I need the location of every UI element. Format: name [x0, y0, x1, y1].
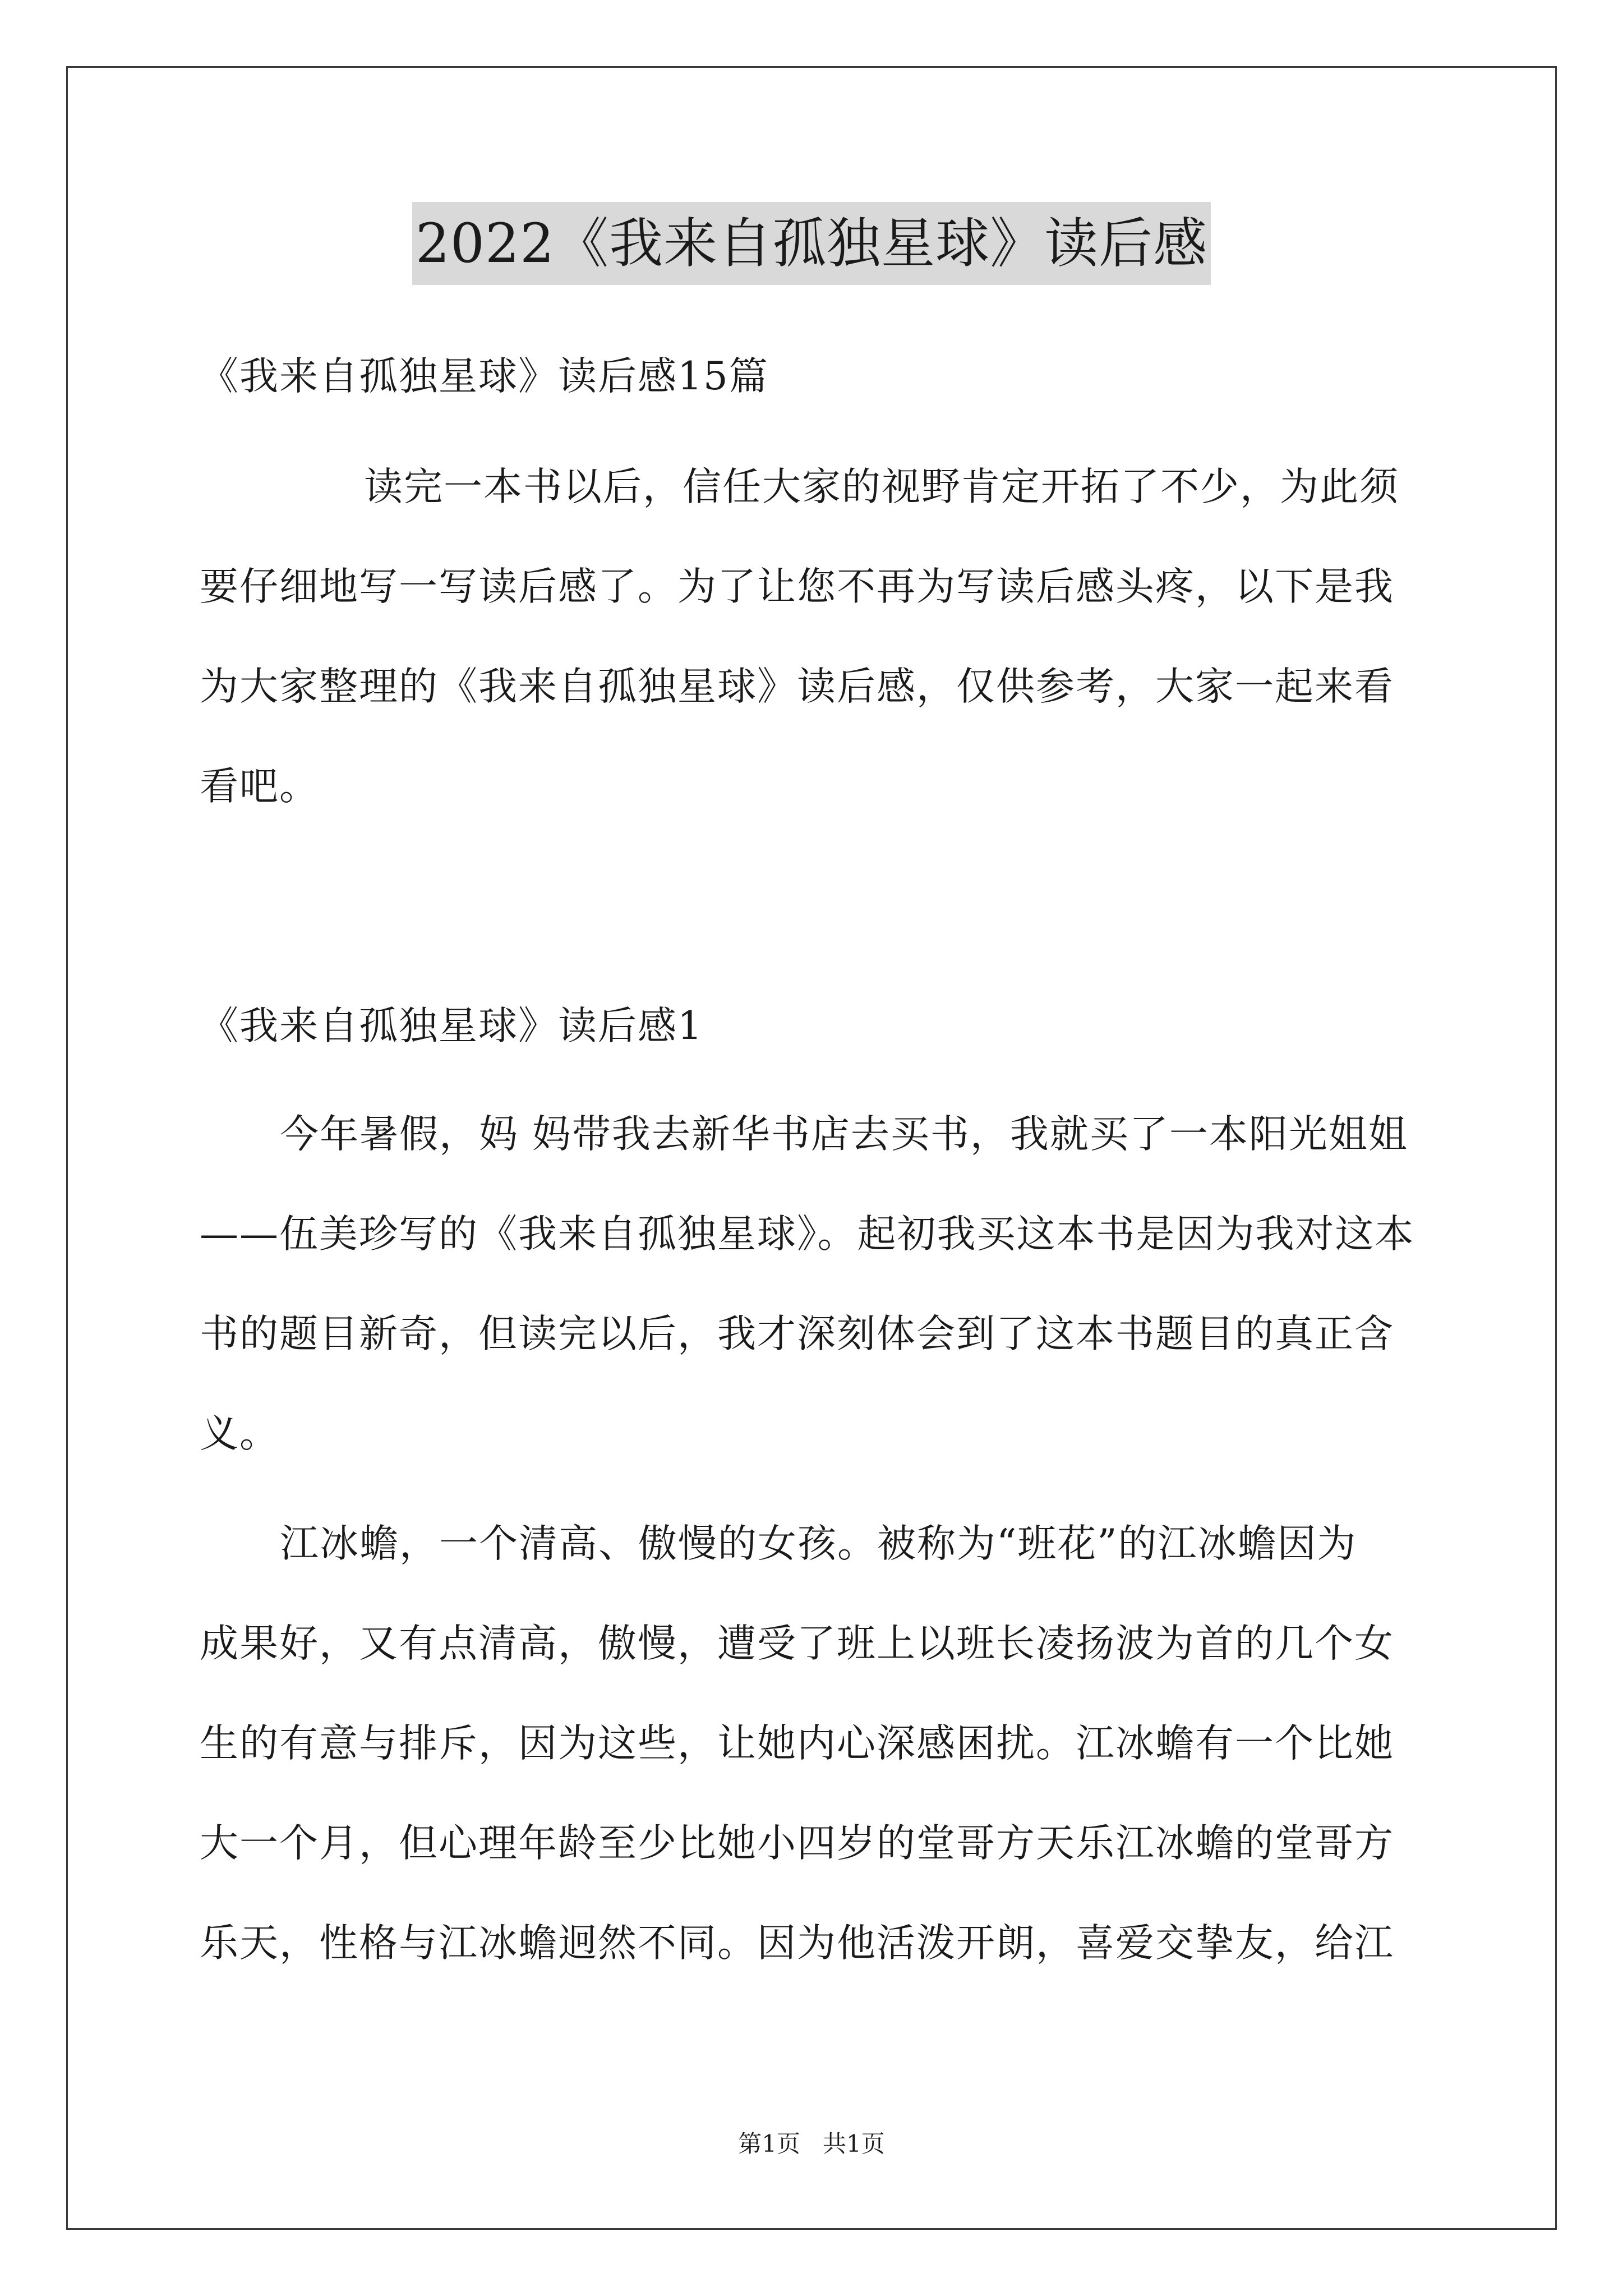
page-footer [0, 2127, 1623, 2161]
paragraph-line: 书的题目新奇，但读完以后，我才深刻体会到了这本书题目的真正含 [200, 1312, 1394, 1356]
paragraph-line: 今年暑假，妈 妈带我去新华书店去买书，我就买了一本阳光姐姐 [280, 1112, 1408, 1157]
paragraph-line: 义。 [200, 1411, 279, 1456]
paragraph-line: ——伍美珍写的《我来自孤独星球》。起初我买这本书是因为我对这本 [200, 1212, 1415, 1257]
page-number: 第1页 [738, 2130, 800, 2157]
document-title: 2022《我来自孤独星球》读后感 [412, 202, 1211, 285]
footer-spacer [800, 2130, 823, 2157]
intro-line: 为大家整理的《我来自孤独星球》读后感，仅供参考，大家一起来看 [200, 664, 1394, 709]
intro-line: 要仔细地写一写读后感了。为了让您不再为写读后感头疼，以下是我 [200, 564, 1394, 609]
paragraph-line: 乐天，性格与江冰蟾迥然不同。因为他活泼开朗，喜爱交挚友，给江 [200, 1921, 1394, 1966]
paragraph-line: 大一个月，但心理年龄至少比她小四岁的堂哥方天乐江冰蟾的堂哥方 [200, 1821, 1394, 1866]
section-heading: 《我来自孤独星球》读后感1 [200, 1004, 703, 1048]
paragraph-line: 生的有意与排斥，因为这些，让她内心深感困扰。江冰蟾有一个比她 [200, 1721, 1394, 1766]
title-container [0, 202, 1623, 285]
subtitle: 《我来自孤独星球》读后感15篇 [200, 354, 769, 399]
intro-line: 读完一本书以后，信任大家的视野肯定开拓了不少，为此须 [364, 464, 1399, 509]
paragraph-line: 成果好，又有点清高，傲慢，遭受了班上以班长凌扬波为首的几个女 [200, 1621, 1394, 1666]
page-total: 共1页 [823, 2130, 885, 2157]
intro-line: 看吧。 [200, 764, 319, 809]
paragraph-line: 江冰蟾，一个清高、傲慢的女孩。被称为“班花”的江冰蟾因为 [280, 1521, 1357, 1566]
